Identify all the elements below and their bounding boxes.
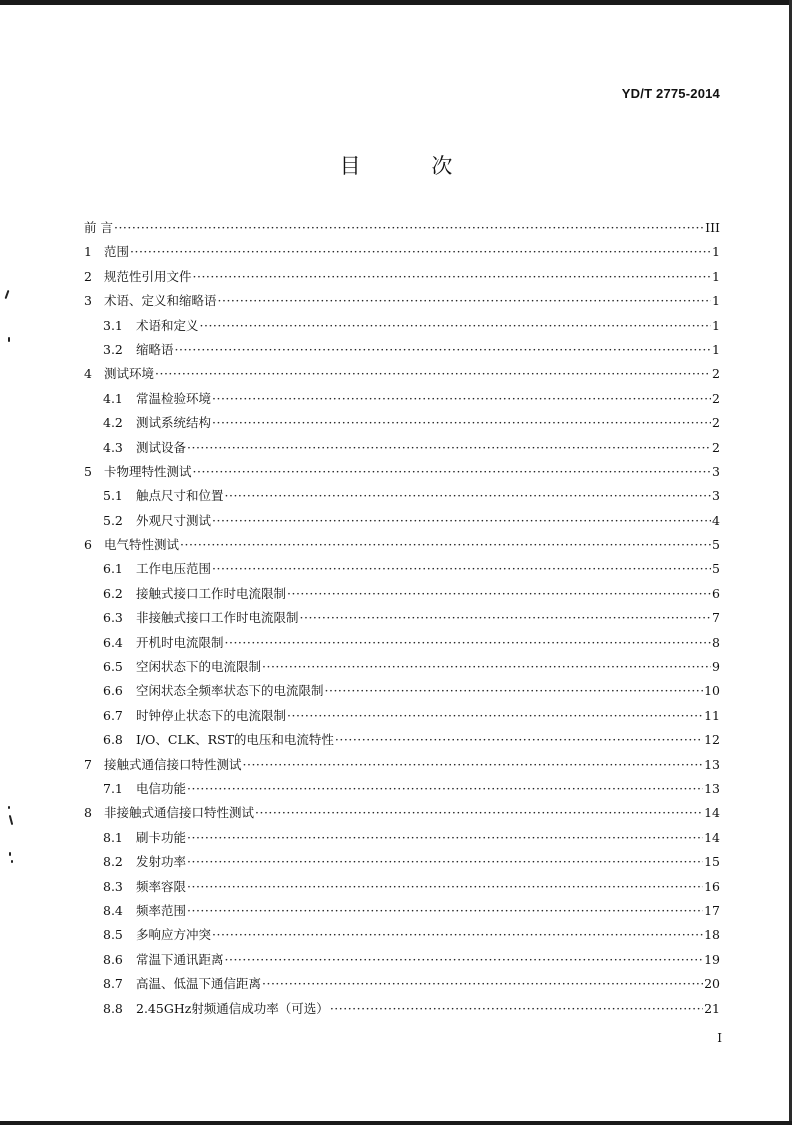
- toc-entry-number: 6.3: [103, 610, 123, 626]
- toc-entry[interactable]: [84, 584, 720, 608]
- toc-entry-title: 术语、定义和缩略语: [104, 293, 217, 309]
- toc-entry-page: 12: [704, 732, 720, 748]
- toc-entry[interactable]: [84, 291, 720, 315]
- toc-entry-page: 1: [712, 317, 720, 333]
- toc-entry-page: 13: [704, 780, 720, 796]
- toc-entry[interactable]: [84, 364, 720, 388]
- toc-entry-title: 电气特性测试: [104, 537, 180, 553]
- toc-entry-number: 7: [84, 756, 92, 772]
- toc-entry-title: 非接触式通信接口特性测试: [104, 805, 255, 821]
- toc-entry-number: 6.7: [103, 707, 123, 723]
- toc-entry-title: 接触式通信接口特性测试: [104, 756, 242, 772]
- toc-dot-leader: [287, 708, 703, 723]
- toc-entry-page: 1: [712, 293, 720, 309]
- toc-entry-title: 前 言: [84, 220, 113, 235]
- scan-speck: [11, 860, 13, 863]
- toc-dot-leader: [262, 659, 711, 674]
- toc-entry[interactable]: [84, 706, 720, 730]
- toc-entry-page: 13: [704, 756, 720, 772]
- toc-entry-number: 7.1: [103, 780, 123, 796]
- toc-entry-title: 刷卡功能: [136, 829, 187, 845]
- page-title: 目 次: [339, 154, 485, 178]
- toc-dot-leader: [193, 269, 712, 284]
- toc-dot-leader: [287, 586, 711, 601]
- toc-dot-leader: [212, 415, 711, 430]
- toc-entry-number: 6.8: [103, 732, 123, 748]
- toc-entry-number: 6: [84, 537, 92, 553]
- standard-code: YD/T 2775-2014: [621, 86, 720, 101]
- toc-entry-number: 8.1: [103, 829, 123, 845]
- toc-entry-number: 6.1: [103, 561, 123, 577]
- toc-entry[interactable]: [84, 633, 720, 657]
- toc-entry-number: 5: [84, 463, 92, 479]
- toc-entry[interactable]: [84, 974, 720, 998]
- toc-entry[interactable]: [84, 925, 720, 949]
- toc-dot-leader: [212, 513, 711, 528]
- toc-entry-page: 14: [704, 829, 720, 845]
- toc-entry[interactable]: [84, 486, 720, 510]
- toc-entry-page: 11: [704, 707, 720, 723]
- scan-border-top: [0, 0, 792, 5]
- toc-dot-leader: [335, 732, 703, 747]
- scan-speck: [8, 337, 10, 342]
- toc-entry-title: 规范性引用文件: [104, 268, 192, 284]
- toc-entry-title: 接触式接口工作时电流限制: [136, 585, 287, 601]
- toc-entry-page: 1: [712, 341, 720, 357]
- toc-entry-page: 5: [712, 537, 720, 553]
- toc-entry-page: 4: [712, 512, 720, 528]
- toc-dot-leader: [180, 537, 711, 552]
- toc-dot-leader: [243, 757, 704, 772]
- scan-border-bottom: [0, 1121, 792, 1125]
- toc-dot-leader: [187, 879, 703, 894]
- toc-entry-number: 4: [84, 366, 92, 382]
- toc-dot-leader: [114, 220, 704, 235]
- toc-entry[interactable]: [84, 901, 720, 925]
- toc-entry-page: III: [705, 220, 720, 235]
- toc-entry-page: 1: [712, 268, 720, 284]
- toc-dot-leader: [187, 440, 711, 455]
- toc-entry-number: 8.5: [103, 927, 123, 943]
- toc-entry[interactable]: [84, 511, 720, 535]
- toc-entry-title: 非接触式接口工作时电流限制: [136, 610, 299, 626]
- toc-entry[interactable]: [84, 681, 720, 705]
- toc-entry-page: 1: [712, 244, 720, 260]
- toc-entry-number: 1: [84, 244, 92, 260]
- toc-dot-leader: [330, 1001, 703, 1016]
- toc-entry-number: 6.5: [103, 659, 123, 675]
- toc-dot-leader: [130, 244, 711, 259]
- scan-speck: [8, 806, 10, 809]
- toc-entry-title: 常温下通讯距离: [136, 951, 224, 967]
- toc-entry-number: 8: [84, 805, 92, 821]
- toc-entry-number: 8.7: [103, 976, 123, 992]
- toc-dot-leader: [212, 391, 711, 406]
- toc-entry-number: 6.4: [103, 634, 123, 650]
- toc-entry[interactable]: [84, 803, 720, 827]
- toc-dot-leader: [187, 830, 703, 845]
- toc-entry[interactable]: [84, 730, 720, 754]
- toc-dot-leader: [175, 342, 712, 357]
- toc-entry-title: 卡物理特性测试: [104, 463, 192, 479]
- toc-entry-title: 空闲状态下的电流限制: [136, 659, 262, 675]
- toc-entry[interactable]: [84, 389, 720, 413]
- toc-entry-title: 触点尺寸和位置: [136, 488, 224, 504]
- toc-entry-title: 发射功率: [136, 854, 187, 870]
- toc-entry-title: I/O、CLK、RST的电压和电流特性: [136, 732, 334, 748]
- toc-dot-leader: [187, 903, 703, 918]
- toc-dot-leader: [155, 366, 711, 381]
- toc-entry-number: 4.2: [103, 415, 123, 431]
- toc-entry-number: 8.6: [103, 951, 123, 967]
- toc-entry-number: 5.2: [103, 512, 123, 528]
- toc-entry[interactable]: [84, 950, 720, 974]
- toc-entry-page: 3: [712, 463, 720, 479]
- toc-entry-title: 测试环境: [104, 366, 155, 382]
- toc-entry-number: 3: [84, 293, 92, 309]
- toc-entry-page: 16: [704, 878, 720, 894]
- toc-entry-page: 15: [704, 854, 720, 870]
- toc-entry-page: 18: [704, 927, 720, 943]
- toc-entry[interactable]: [84, 559, 720, 583]
- toc-entry-page: 3: [712, 488, 720, 504]
- toc-entry-number: 8.3: [103, 878, 123, 894]
- toc-entry[interactable]: [84, 267, 720, 291]
- toc-entry-title: 测试系统结构: [136, 415, 212, 431]
- toc-entry-number: 3.2: [103, 341, 123, 357]
- toc-entry[interactable]: [84, 340, 720, 364]
- toc-dot-leader: [225, 635, 712, 650]
- toc-entry-title: 术语和定义: [136, 317, 199, 333]
- toc-dot-leader: [212, 561, 711, 576]
- toc-entry[interactable]: [84, 462, 720, 486]
- table-of-contents: [84, 218, 720, 1023]
- toc-entry-page: 6: [712, 585, 720, 601]
- toc-dot-leader: [325, 683, 704, 698]
- toc-entry-page: 17: [704, 902, 720, 918]
- toc-entry-page: 2: [712, 366, 720, 382]
- toc-entry-title: 时钟停止状态下的电流限制: [136, 707, 287, 723]
- toc-entry[interactable]: [84, 852, 720, 876]
- toc-entry-page: 8: [712, 634, 720, 650]
- scan-speck: [9, 815, 14, 825]
- toc-entry-number: 5.1: [103, 488, 123, 504]
- toc-entry-page: 9: [712, 659, 720, 675]
- toc-entry-page: 19: [704, 951, 720, 967]
- toc-entry-title: 缩略语: [136, 341, 174, 357]
- toc-entry-number: 8.2: [103, 854, 123, 870]
- toc-entry[interactable]: [84, 242, 720, 266]
- toc-dot-leader: [300, 610, 712, 625]
- toc-entry[interactable]: [84, 316, 720, 340]
- toc-entry-page: 2: [712, 439, 720, 455]
- toc-entry-title: 电信功能: [136, 780, 187, 796]
- toc-entry-title: 常温检验环境: [136, 390, 212, 406]
- toc-entry-page: 20: [704, 976, 720, 992]
- toc-dot-leader: [187, 854, 703, 869]
- toc-entry-title: 高温、低温下通信距离: [136, 976, 262, 992]
- toc-entry-page: 2: [712, 415, 720, 431]
- toc-entry-title: 2.45GHz射频通信成功率（可选）: [136, 1000, 329, 1016]
- toc-entry-page: 7: [712, 610, 720, 626]
- toc-entry[interactable]: [84, 438, 720, 462]
- toc-entry-title: 空闲状态全频率状态下的电流限制: [136, 683, 324, 699]
- toc-entry[interactable]: [84, 828, 720, 852]
- toc-dot-leader: [187, 781, 703, 796]
- toc-dot-leader: [225, 488, 712, 503]
- toc-dot-leader: [225, 952, 704, 967]
- toc-entry-title: 工作电压范围: [136, 561, 212, 577]
- toc-entry-page: 21: [704, 1000, 720, 1016]
- toc-entry-title: 多响应方冲突: [136, 927, 212, 943]
- toc-entry-number: 8.8: [103, 1000, 123, 1016]
- toc-dot-leader: [255, 805, 703, 820]
- toc-entry[interactable]: [84, 755, 720, 779]
- toc-dot-leader: [193, 464, 712, 479]
- toc-entry-title: 外观尺寸测试: [136, 512, 212, 528]
- toc-entry-page: 2: [712, 390, 720, 406]
- toc-entry[interactable]: [84, 608, 720, 632]
- toc-dot-leader: [262, 976, 703, 991]
- toc-entry[interactable]: [84, 218, 720, 242]
- toc-entry-number: 4.1: [103, 390, 123, 406]
- toc-entry-page: 10: [704, 683, 720, 699]
- toc-entry-title: 测试设备: [136, 439, 187, 455]
- toc-entry-page: 5: [712, 561, 720, 577]
- scan-speck: [5, 290, 10, 299]
- toc-entry[interactable]: [84, 657, 720, 681]
- scan-speck: [9, 852, 11, 856]
- toc-entry-title: 频率容限: [136, 878, 187, 894]
- toc-entry-title: 范围: [104, 244, 130, 260]
- toc-entry[interactable]: [84, 999, 720, 1023]
- toc-entry[interactable]: [84, 779, 720, 803]
- page-number: I: [717, 1031, 722, 1045]
- toc-dot-leader: [218, 293, 712, 308]
- toc-entry-number: 8.4: [103, 902, 123, 918]
- toc-entry-number: 6.6: [103, 683, 123, 699]
- toc-entry-title: 频率范围: [136, 902, 187, 918]
- toc-entry-title: 开机时电流限制: [136, 634, 224, 650]
- toc-dot-leader: [212, 927, 703, 942]
- toc-entry-number: 4.3: [103, 439, 123, 455]
- toc-entry[interactable]: [84, 877, 720, 901]
- toc-entry-number: 6.2: [103, 585, 123, 601]
- toc-dot-leader: [200, 318, 712, 333]
- toc-entry[interactable]: [84, 535, 720, 559]
- toc-entry-number: 3.1: [103, 317, 123, 333]
- toc-entry-number: 2: [84, 268, 92, 284]
- toc-entry[interactable]: [84, 413, 720, 437]
- toc-entry-page: 14: [704, 805, 720, 821]
